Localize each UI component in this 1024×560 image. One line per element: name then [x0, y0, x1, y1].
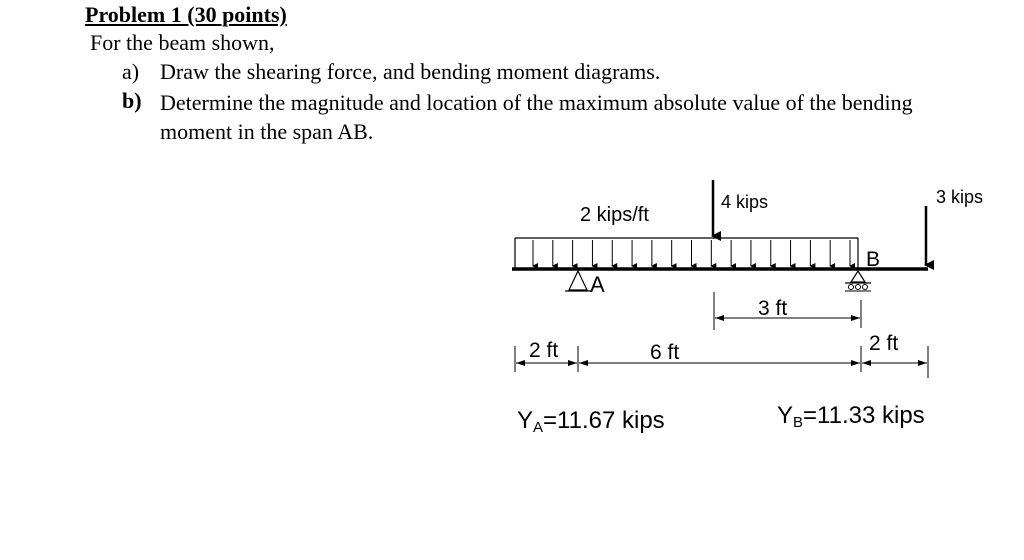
- dim-overhang-right-label: 2 ft: [869, 332, 899, 355]
- dim-overhang-left-label: 2 ft: [529, 339, 559, 362]
- reaction-a-symbol: Y: [517, 407, 534, 434]
- distributed-load-label: 2 kips/ft: [580, 204, 649, 226]
- support-a-label: A: [590, 272, 605, 297]
- support-b-label: B: [866, 248, 881, 271]
- reaction-a-value: =11.67 kips: [543, 407, 665, 434]
- problem-title: Problem 1 (30 points): [85, 2, 287, 27]
- support-a-pin-icon: [565, 271, 591, 291]
- dimension-bottom: [515, 346, 928, 378]
- question-b-text: Determine the magnitude and location of the maximum absolute value of the bending moment in the span AB.: [160, 90, 913, 144]
- distributed-load: [515, 238, 858, 269]
- reaction-a-label: [517, 407, 665, 436]
- distributed-load-arrows: [533, 240, 850, 266]
- question-a-label: a): [122, 59, 140, 84]
- problem-intro: For the beam shown,: [90, 30, 275, 55]
- reaction-b-label: [777, 402, 925, 431]
- reaction-b-value: =11.33 kips: [803, 402, 925, 429]
- dim-load-to-b-label: 3 ft: [758, 297, 788, 320]
- support-b-roller-icon: [845, 271, 871, 291]
- point-load-2-label: 3 kips: [936, 187, 984, 207]
- point-load-1-label: 4 kips: [721, 192, 769, 212]
- reaction-b-subscript: B: [793, 414, 804, 431]
- dim-span-label: 6 ft: [650, 341, 680, 364]
- question-b-label: b): [122, 88, 142, 113]
- dimension-load-to-b: [714, 292, 861, 330]
- reaction-a-subscript: A: [533, 419, 544, 436]
- reaction-b-symbol: Y: [777, 402, 794, 429]
- question-a-text: Draw the shearing force, and bending moment diagrams.: [160, 59, 661, 84]
